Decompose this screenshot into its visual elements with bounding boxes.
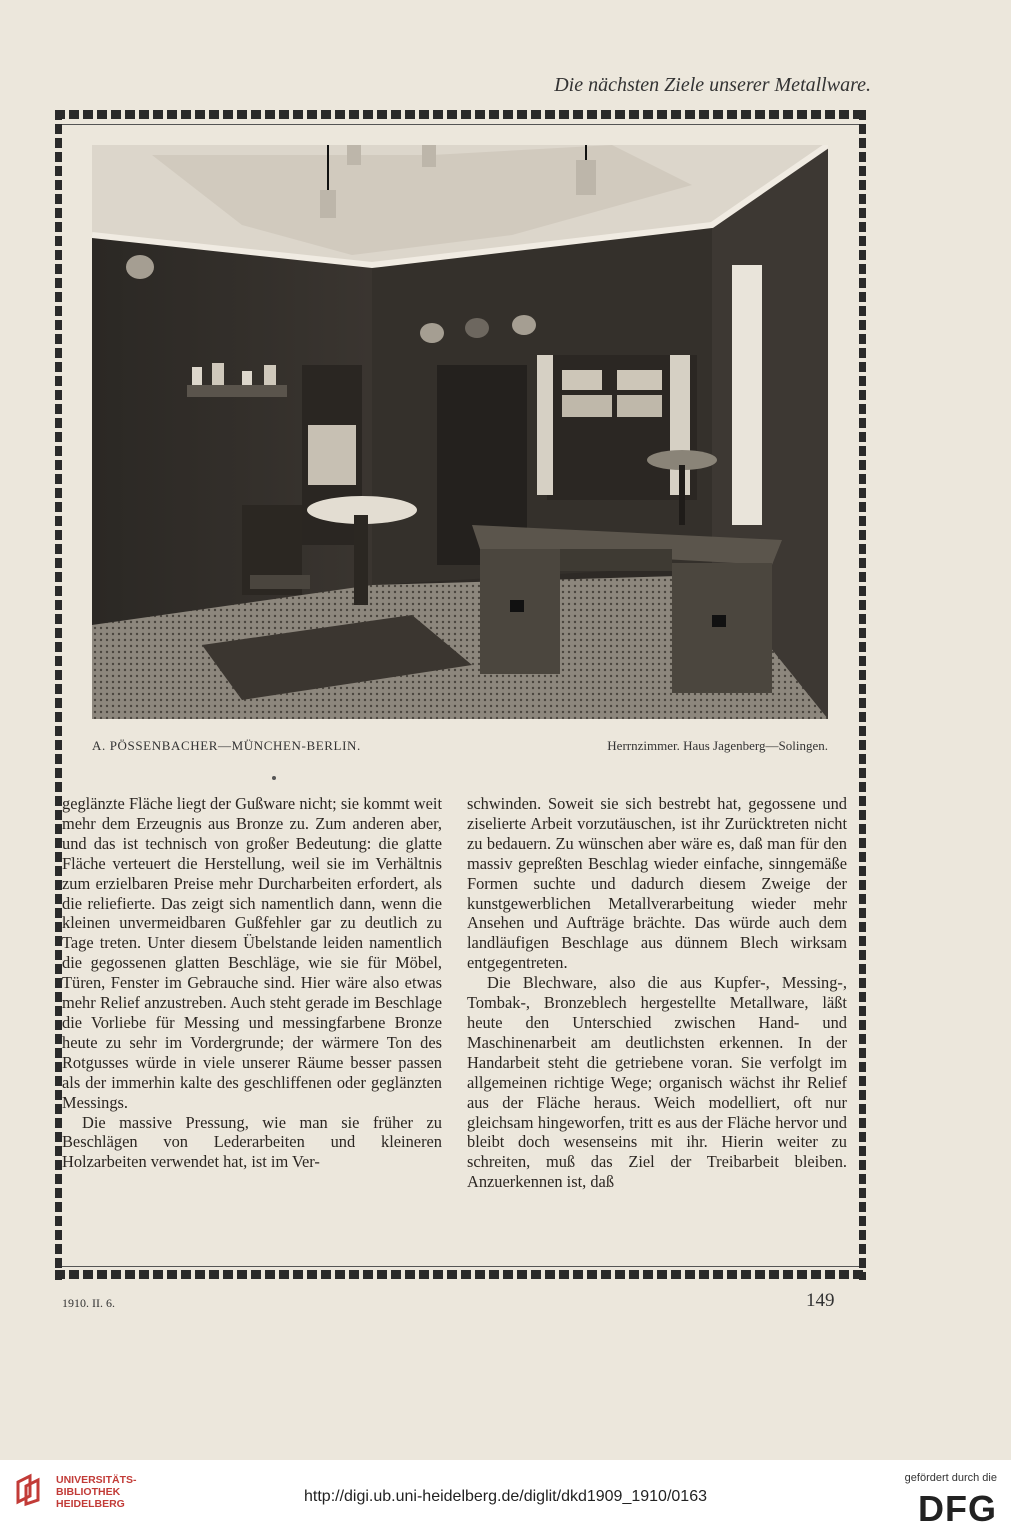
frame-bottom-border — [55, 1270, 866, 1279]
page-number: 149 — [806, 1290, 835, 1311]
frame-left-border — [55, 110, 62, 1280]
running-title: Die nächsten Ziele unserer Metallware. — [554, 74, 871, 96]
paragraph: Die Blechware, also die aus Kupfer-, Messing-, Tombak-, Bronzeblech hergestellte Metallware, läßt heute den Unterschied zwischen Hand- und Maschinenarbeit am deutlichsten erkennen. In der Handarbeit steht die getriebene voran. Sie verfolgt im allgemeinen richtige Wege; organisch wächst ihr Relief aus der Fläche heraus. Weich modelliert, oft nur gleichsam hingeworfen, tritt es aus der Fläche hervor und bleibt doch wesenseins mit ihr. Hierin weiter zu schreiten, muß das Ziel der Treibarbeit bleiben. Anzuerkennen ist, daß — [467, 973, 847, 1192]
frame-top-border — [55, 110, 866, 119]
text-column-right — [467, 794, 847, 1192]
separator-dot — [272, 776, 276, 780]
paragraph: geglänzte Fläche liegt der Gußware nicht; sie kommt weit mehr dem Erzeugnis aus Bronze zu. Zum anderen aber, und das ist technisch von großer Bedeutung: die glatte Fläche verteuert die Herstellung, weil sie im Verhältnis zum erzielbaren Preise mehr Durcharbeiten erfordert, als die reliefierte. Das zeigt sich namentlich dann, wenn die kleinen unvermeidbaren Gußfehler gar zu deutlich zu Tage treten. Unter diesem Übelstande leiden namentlich die gegossenen glatten Beschläge, wie sie für Möbel, Türen, Fenster im Gebrauche sind. Hier wäre also etwas mehr Relief anzustreben. Auch steht gerade im Beschlage die Vorliebe für Messing und messingfarbene Bronze heute zu sehr im Vordergrunde; der wärmere Ton des Rotgusses würde in viele unserer Räume besser passen als der immerhin kalte des geschliffenen oder geglänzten Messings. — [62, 794, 442, 1112]
paragraph: Die massive Pressung, wie man sie früher zu Beschlägen von Lederarbeiten und kleineren Holzarbeiten verwendet hat, ist im Ver- — [62, 1112, 442, 1172]
figure-caption-title: Herrnzimmer. Haus Jagenberg—Solingen. — [607, 738, 828, 753]
paragraph: schwinden. Soweit sie sich bestrebt hat, gegossene und ziselierte Arbeit vorzutäuschen, ist ihr Zurücktreten nicht zu bedauern. Zu wünschen aber wäre es, daß man für den massiv gepreßten Beschlag wieder einfache, sinngemäße Formen suchte und dadurch diesem Zweige der kunstgewerblichen Metallverarbeitung wieder mehr Ansehen und Aufträge brächte. Das würde auch dem landläufigen Beschlage aus dünnem Blech wirksam entgegentreten. — [467, 794, 847, 973]
room-photograph — [92, 145, 828, 719]
room-photo-illustration — [92, 145, 828, 719]
frame-right-border — [859, 110, 866, 1280]
library-name: UNIVERSITÄTS- BIBLIOTHEK HEIDELBERG — [56, 1474, 137, 1510]
frame-top-rule — [55, 124, 866, 125]
digitization-footer — [0, 1460, 1011, 1532]
funder-label: gefördert durch die — [904, 1472, 997, 1484]
dfg-logo: DFG — [918, 1488, 997, 1529]
printer-signature: 1910. II. 6. — [62, 1296, 115, 1310]
frame-bottom-rule — [55, 1266, 866, 1267]
text-column-left — [62, 794, 442, 1172]
permalink-url[interactable]: http://digi.ub.uni-heidelberg.de/diglit/dkd1909_1910/0163 — [304, 1488, 707, 1505]
figure-caption-credit: A. PÖSSENBACHER—MÜNCHEN-BERLIN. — [92, 738, 361, 753]
